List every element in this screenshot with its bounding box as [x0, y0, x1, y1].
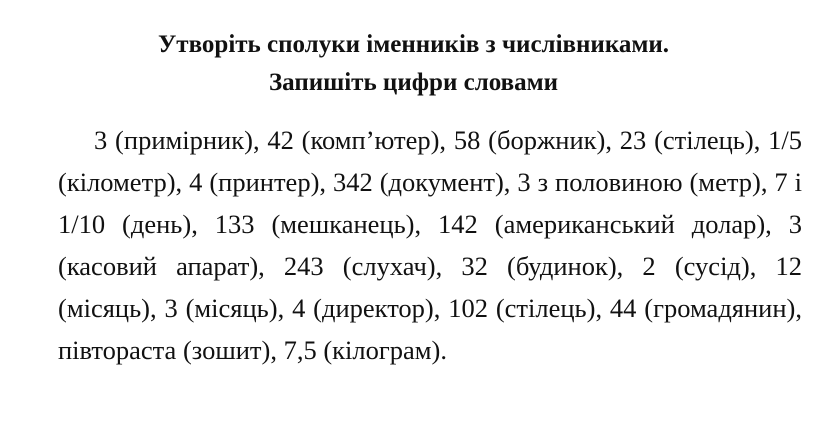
exercise-body-paragraph: 3 (примірник), 42 (комп’ютер), 58 (боржник), 23 (стілець), 1/5 (кілометр), 4 (принтер), 342 (документ), 3 з половиною (метр), 7 і 1/10 (день), 133 (мешканець), 142 (американський долар), 3 (касовий апарат), 243 (слухач), 32 (будинок), 2 (сусід), 12 (місяць), 3 (місяць), 4 (директор), 102 (стілець), 44 (громадянин), півтораста (зошит), 7,5 (кілограм).: [58, 125, 802, 365]
heading-line-1: Утворіть сполуки іменників з числівниками.: [157, 31, 670, 58]
exercise-heading: [0, 0, 827, 102]
heading-line-2: Запишіть цифри словами: [268, 69, 559, 96]
